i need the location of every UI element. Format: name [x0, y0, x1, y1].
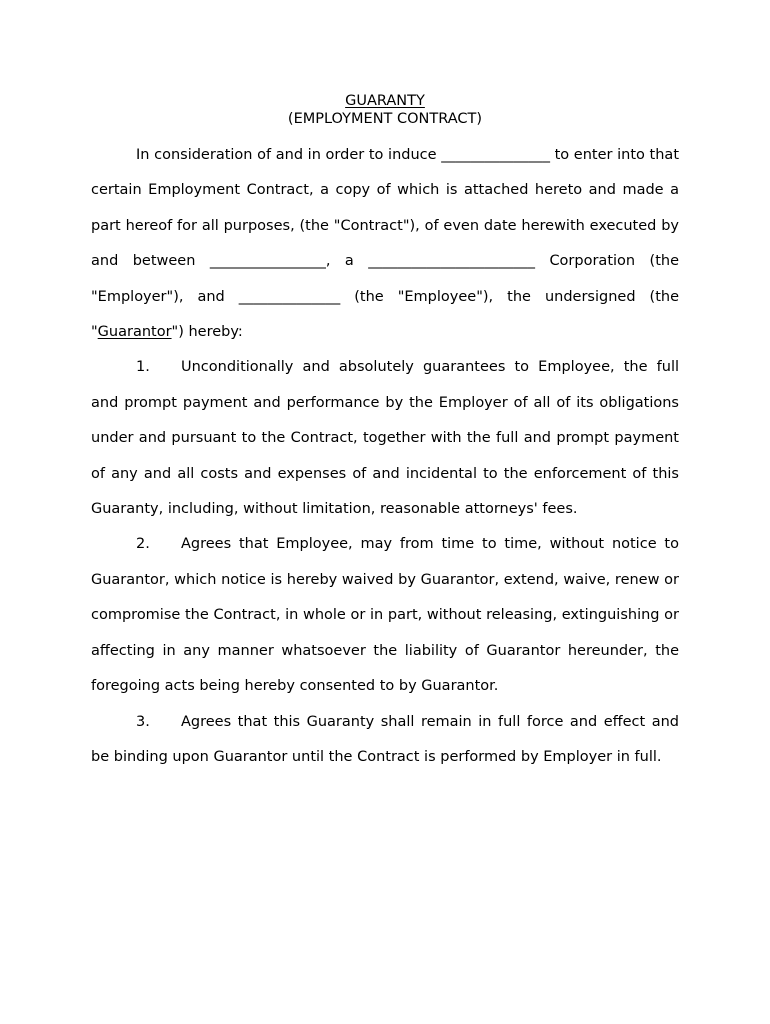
document-body — [91, 138, 679, 775]
clause-1-text: Unconditionally and absolutely guarantees to Employee, the full and prompt payment and performance by the Employer of all of its obligations under and pursuant to the Contract, together with the full and prompt payment of any and all costs and expenses of and incidental to the enforcement of this Guaranty, including, without limitation, reasonable attorneys' fees. — [91, 359, 679, 518]
document-title: GUARANTY — [345, 93, 425, 109]
clause-2 — [91, 527, 679, 704]
clause-1 — [91, 350, 679, 527]
document-subtitle: (EMPLOYMENT CONTRACT) — [287, 111, 483, 127]
clause-1-number: 1. — [136, 359, 150, 376]
clause-3-number: 3. — [136, 713, 150, 730]
clause-2-number: 2. — [136, 536, 150, 553]
clause-3 — [91, 705, 679, 776]
intro-paragraph — [91, 138, 679, 350]
clause-2-text: Agrees that Employee, may from time to time, without notice to Guarantor, which notice is hereby waived by Guarantor, extend, waive, renew or compromise the Contract, in whole or in part, without releasing, extinguishing or affecting in any manner whatsoever the liability of Guarantor hereunder, the foregoing acts being hereby consented to by Guarantor. — [91, 536, 679, 695]
clause-3-text: Agrees that this Guaranty shall remain in full force and effect and be binding upon Guarantor until the Contract is performed by Employer in full. — [91, 713, 679, 765]
intro-text-part2: ") hereby: — [171, 324, 243, 341]
guarantor-defined-term: Guarantor — [97, 324, 172, 341]
document-title-block — [91, 92, 679, 128]
intro-text-part1: In consideration of and in order to induce _______________ to enter into that certain Employment Contract, a copy of which is attached hereto and made a part hereof for all purposes, (the "Contract"), of even date herewith executed by and between ________________, a _______________________ Corporation (the "Employer"), and ______________ (the "Employee"), the undersigned (the " — [91, 147, 679, 341]
